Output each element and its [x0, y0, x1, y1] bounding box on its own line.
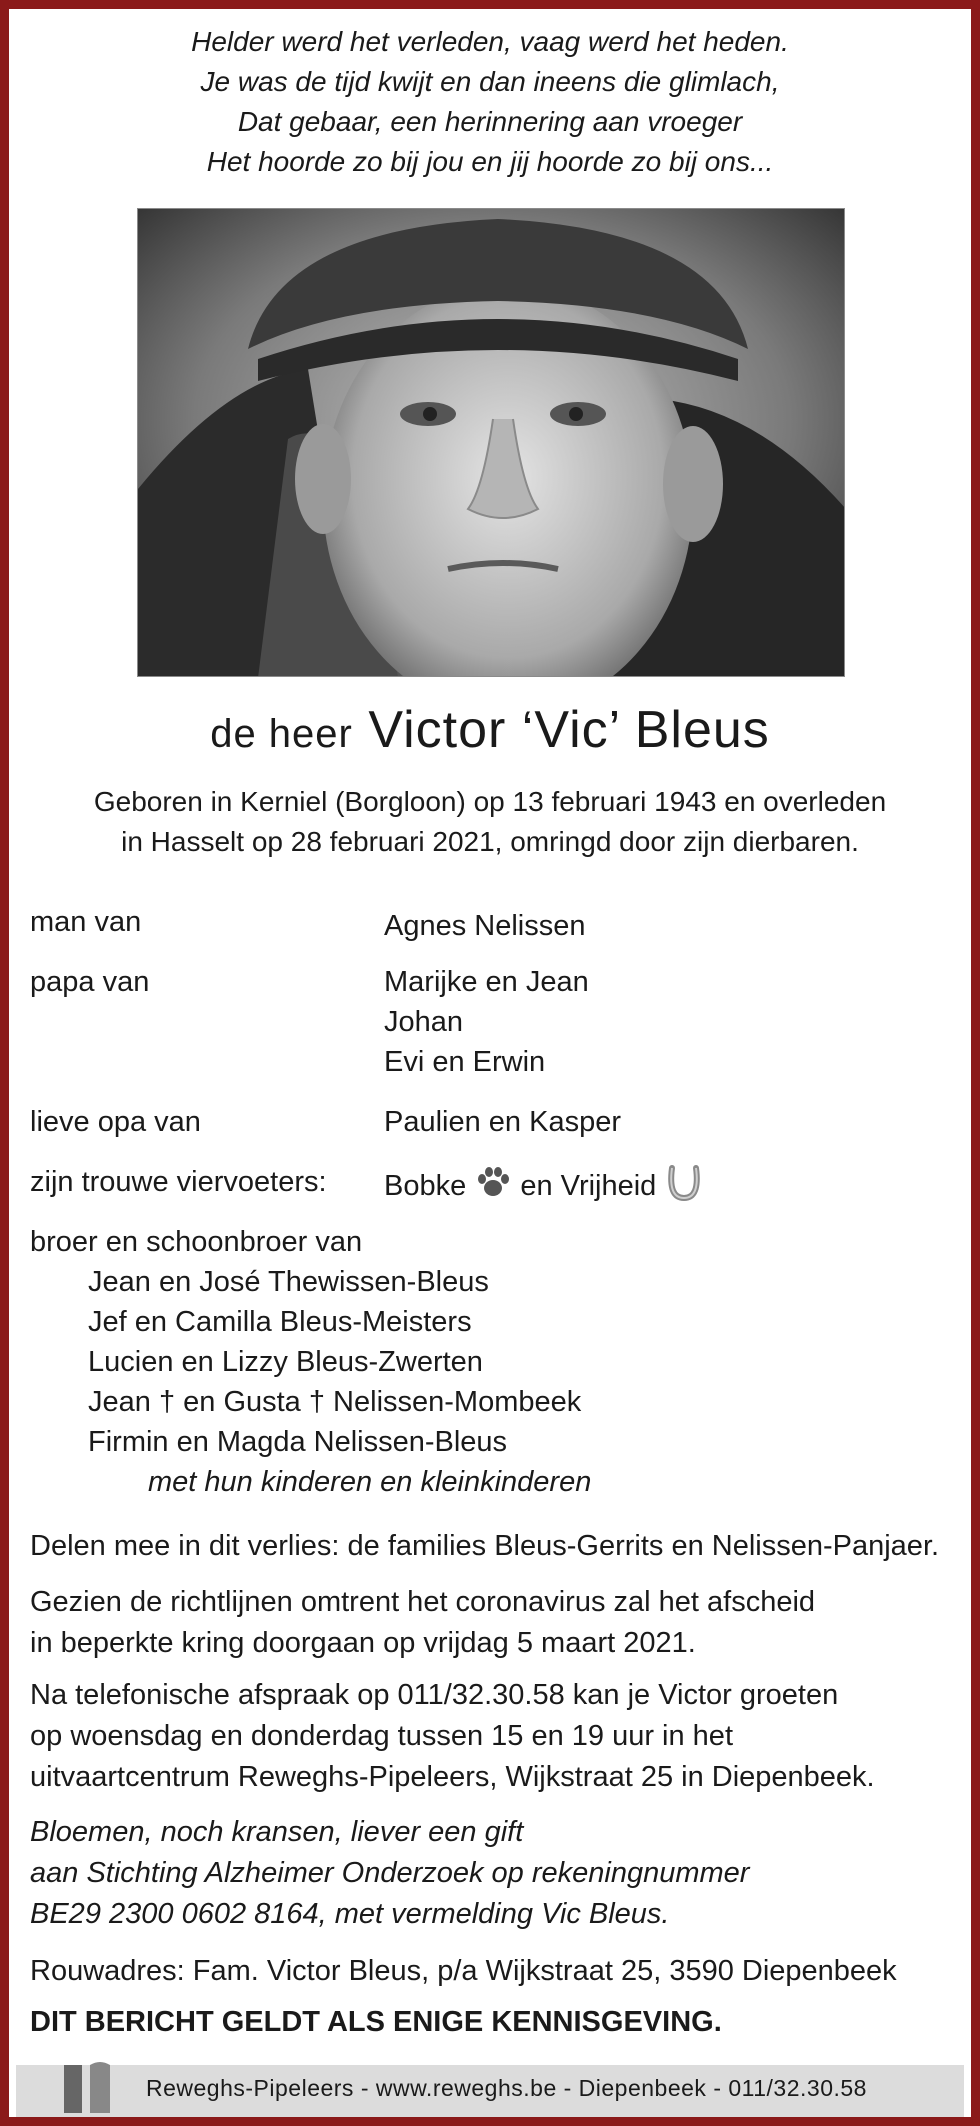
spouse-label: man van	[30, 906, 142, 938]
corona-line: in beperkte kring doorgaan op vrijdag 5 maart 2021.	[30, 1627, 696, 1659]
flowers-line: Bloemen, noch kransen, liever een gift	[30, 1816, 524, 1848]
name-title: de heer	[210, 712, 353, 756]
child-entry: Johan	[384, 1006, 464, 1038]
spouse-name: Agnes Nelissen	[384, 910, 586, 942]
sole-notice: DIT BERICHT GELDT ALS ENIGE KENNISGEVING.	[30, 2006, 722, 2038]
name-nick: ‘Vic’	[521, 701, 620, 759]
grandchildren-label: lieve opa van	[30, 1106, 201, 1138]
child-entry: Evi en Erwin	[384, 1046, 546, 1078]
flowers-line: BE29 2300 0602 8164, met vermelding Vic Bleus.	[30, 1898, 670, 1930]
sibling-entry: Lucien en Lizzy Bleus-Zwerten	[88, 1346, 483, 1378]
flowers-notice	[30, 1812, 749, 1935]
name-first: Victor	[368, 701, 507, 759]
mourning-address: Rouwadres: Fam. Victor Bleus, p/a Wijkstraat 25, 3590 Diepenbeek	[30, 1955, 897, 1987]
visit-line: Na telefonische afspraak op 011/32.30.58 kan je Victor groeten	[30, 1679, 839, 1711]
footer-contact: Reweghs-Pipeleers - www.reweghs.be - Diepenbeek - 011/32.30.58	[146, 2075, 867, 2101]
birth-line: Geboren in Kerniel (Borgloon) op 13 februari 1943 en overleden	[93, 786, 887, 817]
visit-line: op woensdag en donderdag tussen 15 en 19 uur in het	[30, 1720, 733, 1752]
poem-line: Je was de tijd kwijt en dan ineens die glimlach,	[200, 66, 780, 97]
name-last: Bleus	[634, 701, 770, 759]
siblings-label: broer en schoonbroer van	[30, 1226, 363, 1258]
deceased-name	[0, 700, 980, 760]
sibling-entry: Jean † en Gusta † Nelissen-Mombeek	[88, 1386, 582, 1418]
paw-icon	[474, 1165, 512, 1210]
footer-bar	[16, 2065, 964, 2117]
poem-line: Dat gebaar, een herinnering aan vroeger	[237, 106, 743, 137]
pets-label: zijn trouwe viervoeters:	[30, 1166, 327, 1198]
families-statement: Delen mee in dit verlies: de families Bleus-Gerrits en Nelissen-Panjaer.	[30, 1530, 940, 1562]
sibling-entry: Jean en José Thewissen-Bleus	[88, 1266, 489, 1298]
siblings-block	[30, 1222, 591, 1502]
portrait-photo	[137, 208, 845, 677]
birth-statement	[0, 782, 980, 862]
poem	[0, 22, 980, 182]
pets-list	[384, 1162, 704, 1213]
funeral-home-logo	[60, 2059, 120, 2124]
sibling-entry: Firmin en Magda Nelissen-Bleus	[88, 1426, 508, 1458]
child-entry: Marijke en Jean	[384, 966, 589, 998]
visit-info	[30, 1675, 875, 1798]
children-label: papa van	[30, 966, 150, 998]
children-list	[384, 962, 589, 1082]
siblings-kids: met hun kinderen en kleinkinderen	[148, 1466, 592, 1498]
visit-line: uitvaartcentrum Reweghs-Pipeleers, Wijkstraat 25 in Diepenbeek.	[30, 1761, 875, 1793]
sibling-entry: Jef en Camilla Bleus-Meisters	[88, 1306, 472, 1338]
pet-name: Bobke	[384, 1170, 467, 1203]
horseshoe-icon	[664, 1162, 704, 1213]
corona-line: Gezien de richtlijnen omtrent het coronavirus zal het afscheid	[30, 1586, 816, 1618]
corona-notice	[30, 1582, 815, 1664]
birth-line: in Hasselt op 28 februari 2021, omringd door zijn dierbaren.	[121, 826, 859, 857]
flowers-line: aan Stichting Alzheimer Onderzoek op rekeningnummer	[30, 1857, 750, 1889]
grandchildren-names: Paulien en Kasper	[384, 1106, 621, 1138]
poem-line: Helder werd het verleden, vaag werd het heden.	[191, 26, 789, 57]
pets-join: en Vrijheid	[520, 1170, 657, 1203]
poem-line: Het hoorde zo bij jou en jij hoorde zo bij ons...	[206, 146, 774, 177]
